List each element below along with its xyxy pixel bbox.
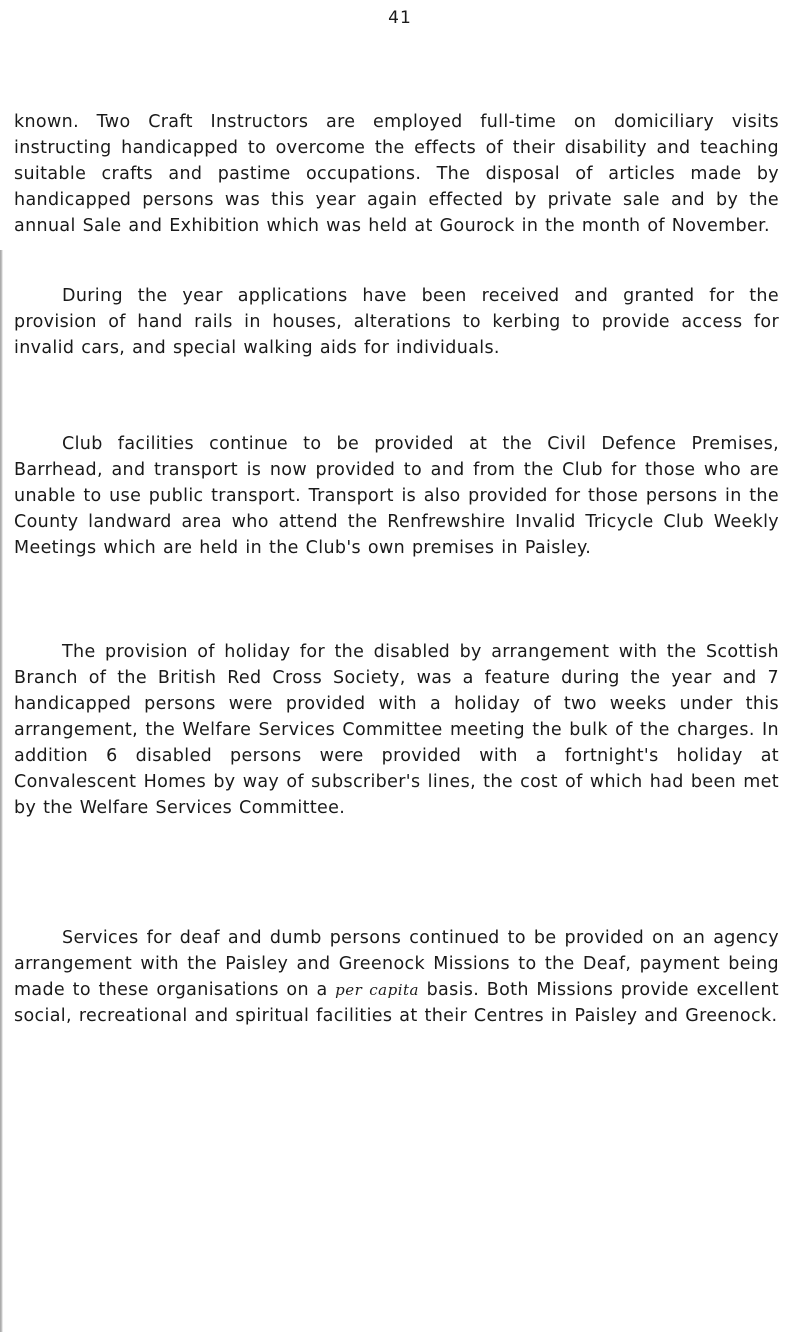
paragraph-club-facilities: Club facilities continue to be provided at the Civil Defence Premises, Barrhead, and transport is now provided to and from the Club for those who are unable to use public transport. Transport is also provided for those persons in the County landward area who attend the Renfrewshire Invalid Tricycle Club Weekly Meetings which are held in the Club's own premises in Paisley. — [14, 434, 779, 558]
paragraph-holiday-provision: The provision of holiday for the disabled by arrangement with the Scottish Branch of the British Red Cross Society, was a feature during the year and 7 handicapped persons were provided with a holiday of two weeks under this arrangement, the Welfare Services Committee meeting the bulk of the charges. In addition 6 disabled persons were provided with a fortnight's holiday at Convalescent Homes by way of subscriber's lines, the cost of which had been met by the Welfare Services Committee. — [14, 642, 779, 818]
paragraph-deaf-services-end: basis. Both Missions provide excellent social, recreational and spiritual facilities at their Centres in Paisley and Greenock. — [14, 980, 779, 1026]
per-capita-italic: per capita — [335, 981, 419, 999]
paragraph-hand-rails: During the year applications have been received and granted for the provision of hand rails in houses, alterations to kerbing to provide access for invalid cars, and special walking aids for individuals. — [14, 286, 779, 358]
page-number: 41 — [388, 8, 412, 28]
paragraph-deaf-services-start: Services for deaf and dumb persons continued to be provided on an agency arrangement with the Paisley and Greenock Missions to the Deaf, payment being made to these organisations on a — [14, 928, 779, 1000]
binding-shadow — [0, 250, 3, 1332]
paragraph-craft-instructors: known. Two Craft Instructors are employed full-time on domiciliary visits instructing handicapped to overcome the effects of their disability and teaching suitable crafts and pastime occupations. The disposal of articles made by handicapped persons was this year again effected by private sale and by the annual Sale and Exhibition which was held at Gourock in the month of November. — [14, 112, 779, 236]
paragraph-deaf-services — [14, 925, 779, 1029]
